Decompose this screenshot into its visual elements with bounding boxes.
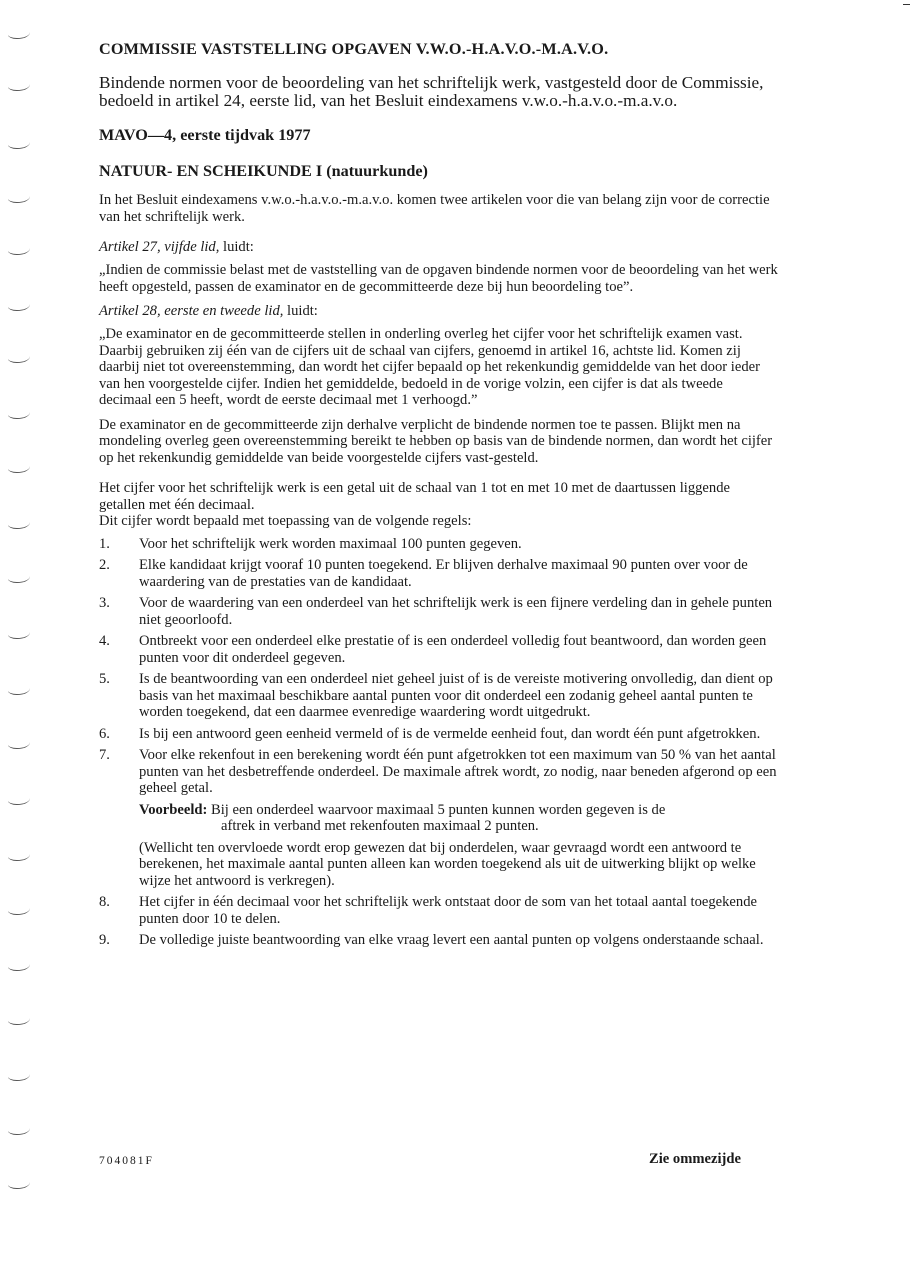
binding-mark — [8, 518, 30, 529]
article-27-quote: „Indien de commissie belast met de vaststelling van de opgaven bindende normen voor de beoordeling van het werk heeft opgesteld, passen de examinator en de gecommitteerde deze bij hun beoordeling toe”. — [99, 262, 778, 295]
commission-title: COMMISSIE VASTSTELLING OPGAVEN V.W.O.-H.A.V.O.-M.A.V.O. — [99, 40, 609, 58]
binding-mark — [8, 300, 30, 311]
paragraph-normen: De examinator en de gecommitteerde zijn derhalve verplicht de bindende normen toe te passen. Blijkt men na mondeling overleg geen overeenstemming bereikt te hebben op basis van de bindende normen, dan wordt het cijfer op het rekenkundig gemiddelde van beide voorgestelde cijfers vast-gesteld. — [99, 416, 773, 466]
rule-number: 9. — [99, 932, 110, 948]
binding-mark — [8, 794, 30, 805]
rules-list — [99, 536, 779, 797]
binding-mark — [8, 244, 30, 255]
article-28-suffix: luidt: — [283, 303, 318, 319]
rule-item — [99, 536, 779, 553]
binding-mark — [8, 408, 30, 419]
intro-paragraph: Bindende normen voor de beoordeling van het schriftelijk werk, vastgesteld door de Commissie, bedoeld in artikel 24, eerste lid, van het Besluit eindexamens v.w.o.-h.a.v.o.-m.a.v.o. — [99, 73, 764, 110]
example-label: Voorbeeld: — [139, 801, 208, 818]
binding-mark — [8, 138, 30, 149]
rule-text: De volledige juiste beantwoording van elke vraag levert een aantal punten op volgens onderstaande schaal. — [139, 932, 764, 948]
binding-mark — [8, 28, 30, 39]
binding-mark — [8, 572, 30, 583]
rule-number: 5. — [99, 671, 110, 687]
article-27-ref: Artikel 27, vijfde lid, — [99, 239, 220, 255]
example-line-1 — [139, 802, 779, 819]
binding-mark — [8, 738, 30, 749]
rule-text: Elke kandidaat krijgt vooraf 10 punten toegekend. Er blijven derhalve maximaal 90 punten over voor de waardering van de prestaties van de kandidaat. — [139, 557, 748, 590]
rule-item — [99, 932, 779, 949]
rule-number: 8. — [99, 894, 110, 910]
article-28-heading — [99, 303, 779, 320]
rule-text: Is bij een antwoord geen eenheid vermeld of is de vermelde eenheid fout, dan wordt één punt afgetrokken. — [139, 725, 761, 742]
article-28-ref: Artikel 28, eerste en tweede lid, — [99, 303, 284, 319]
note-paragraph: (Wellicht ten overvloede wordt erop gewezen dat bij onderdelen, waar gevraagd wordt een antwoord te berekenen, het maximale aantal punten alleen kan worden toegekend als uit de uitwerking blijkt op welke wijze het antwoord is verkregen). — [139, 839, 756, 889]
binding-mark — [8, 684, 30, 695]
paragraph-besluit: In het Besluit eindexamens v.w.o.-h.a.v.o.-m.a.v.o. komen twee artikelen voor die van belang zijn voor de correctie van het schriftelijk werk. — [99, 192, 770, 225]
binding-mark — [8, 462, 30, 473]
rule-number: 3. — [99, 595, 110, 611]
corner-mark — [903, 4, 910, 5]
rule-text: Voor het schriftelijk werk worden maximaal 100 punten gegeven. — [139, 535, 522, 552]
rule-item — [99, 747, 779, 797]
binding-mark — [8, 1070, 30, 1081]
article-27-heading — [99, 239, 779, 256]
rule-item — [99, 894, 779, 927]
rule-item — [99, 595, 779, 628]
binding-mark — [8, 80, 30, 91]
document-content — [99, 38, 779, 954]
binding-mark — [8, 1178, 30, 1189]
binding-mark — [8, 628, 30, 639]
rule-item — [99, 726, 779, 743]
rule-number: 1. — [99, 535, 110, 552]
rule-text: Het cijfer in één decimaal voor het schriftelijk werk ontstaat door de som van het totaal aantal toegekende punten door 10 te delen. — [139, 894, 757, 927]
binding-mark — [8, 1014, 30, 1025]
binding-mark — [8, 192, 30, 203]
rule-text: Ontbreekt voor een onderdeel elke prestatie of is een onderdeel volledig fout beantwoord, dan worden geen punten voor dit onderdeel gegeven. — [139, 633, 767, 666]
article-27-suffix: luidt: — [219, 239, 254, 255]
article-28-quote: „De examinator en de gecommitteerde stellen in onderling overleg het cijfer voor het schriftelijk examen vast. Daarbij gebruiken zij één van de cijfers uit de schaal van cijfers, genoemd in artikel 16, achtste lid. Komen zij daarbij niet tot overeenstemming, dan wordt het cijfer bepaald op het rekenkundig gemiddelde van het door ieder van hen voorgestelde cijfer. Indien het gemiddelde, bedoeld in de vorige volzin, een cijfer is dat als tweede decimaal een 5 heeft, wordt de eerste decimaal met 1 verhoogd.” — [99, 326, 760, 408]
binding-mark — [8, 904, 30, 915]
rule-item — [99, 671, 779, 721]
binding-mark — [8, 352, 30, 363]
paragraph-regels: Dit cijfer wordt bepaald met toepassing van de volgende regels: — [99, 513, 472, 529]
example-text-1: Bij een onderdeel waarvoor maximaal 5 punten kunnen worden gegeven is de — [207, 801, 666, 818]
example-text-2: aftrek in verband met rekenfouten maximaal 2 punten. — [221, 818, 539, 834]
rule-item — [99, 557, 779, 590]
rule-item — [99, 633, 779, 666]
rule-number: 4. — [99, 633, 110, 649]
binding-mark — [8, 960, 30, 971]
rule-text: Voor de waardering van een onderdeel van het schriftelijk werk is een fijnere verdeling dan in gehele punten niet geoorloofd. — [139, 595, 773, 628]
rule-text: Voor elke rekenfout in een berekening wordt één punt afgetrokken tot een maximum van 50 % van het aantal punten van het desbetreffende onderdeel. De maximale aftrek wordt, zo nodig, naar beneden afgerond op een geheel getal. — [139, 747, 777, 796]
rule-text: Is de beantwoording van een onderdeel niet geheel juist of is de vereiste motivering onvolledig, dan dient op basis van het maximaal beschikbare aantal punten voor dit onderdeel een zodanig geheel aantal punten te worden toegekend, dat een daarmee evenredige waardering wordt uitgedrukt. — [139, 671, 773, 720]
binding-mark — [8, 1124, 30, 1135]
example-block — [99, 802, 779, 835]
turn-page-note: Zie ommezijde — [649, 1151, 741, 1167]
exam-heading: MAVO—4, eerste tijdvak 1977 — [99, 126, 311, 144]
binding-mark — [8, 850, 30, 861]
subject-heading: NATUUR- EN SCHEIKUNDE I (natuurkunde) — [99, 162, 428, 180]
paragraph-schaal: Het cijfer voor het schriftelijk werk is een getal uit de schaal van 1 tot en met 10 met de daartussen liggende getallen met één decimaal. — [99, 480, 730, 513]
document-code: 704081F — [99, 1155, 154, 1167]
rule-number: 2. — [99, 557, 110, 573]
rule-number: 6. — [99, 725, 110, 742]
rules-list-continued — [99, 894, 779, 949]
rule-number: 7. — [99, 747, 110, 763]
